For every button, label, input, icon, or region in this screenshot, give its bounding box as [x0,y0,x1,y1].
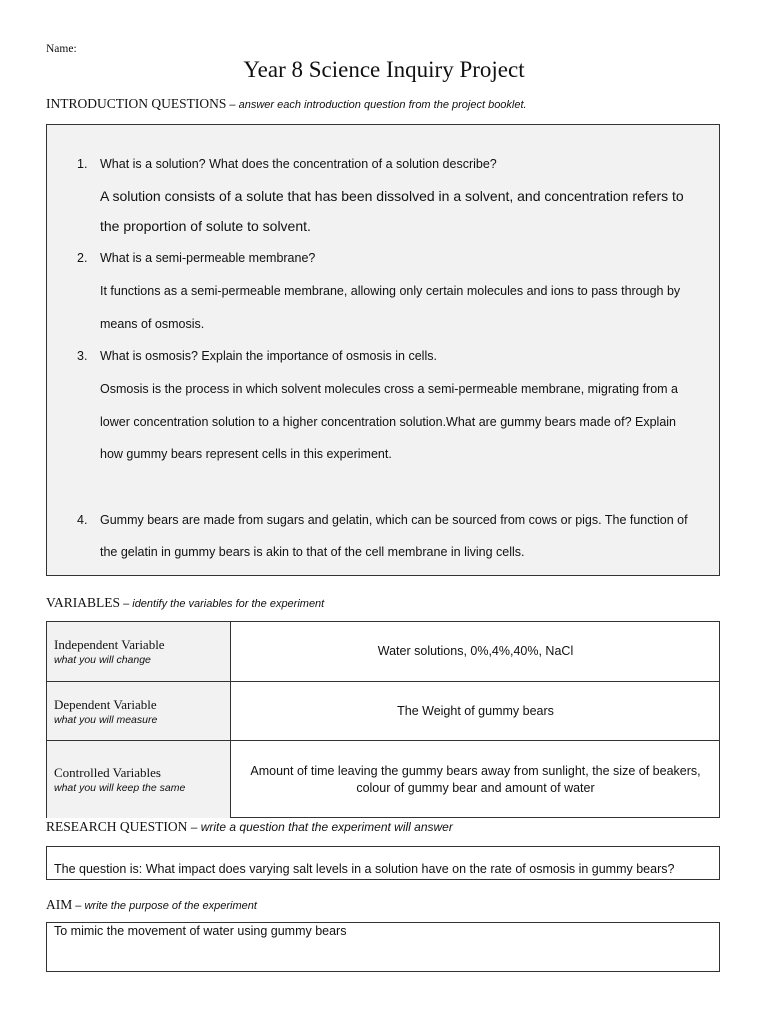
answer-3-line-1: Osmosis is the process in which solvent molecules cross a semi-permeable membrane, migrating from a [100,382,678,396]
variable-sublabel-text: what you will measure [54,713,158,726]
question-3-text: What is osmosis? Explain the importance of osmosis in cells. [100,349,437,363]
variable-sublabel-text: what you will keep the same [54,782,186,794]
question-3-number: 3. [77,349,88,363]
table-row [47,622,719,681]
variable-label-text: Dependent Variable [54,696,157,712]
question-4-number: 4. [77,513,88,527]
question-1-number: 1. [77,157,88,171]
answer-3-line-3: how gummy bears represent cells in this experiment. [100,447,392,461]
variable-sublabel-text: what you will change [54,654,151,666]
aim-heading [46,897,257,913]
dependent-variable-label [47,682,231,740]
independent-variable-label [47,622,231,681]
intro-heading [46,96,527,112]
table-row [47,681,719,740]
dependent-variable-value: The Weight of gummy bears [397,703,554,718]
intro-heading-text: INTRODUCTION QUESTIONS [46,96,227,111]
variable-label-text: Independent Variable [54,637,165,652]
independent-variable-value: Water solutions, 0%,4%,40%, NaCl [377,644,574,658]
aim-heading-text: AIM [46,897,73,912]
answer-4-line-1: Gummy bears are made from sugars and gelatin, which can be sourced from cows or pigs. The function of [100,513,688,527]
question-2-number: 2. [77,251,88,265]
controlled-variables-label [47,741,231,818]
research-heading-text: RESEARCH QUESTION [46,819,188,834]
variables-instruction: – identify the variables for the experiment [120,598,325,610]
answer-4-line-2: the gelatin in gummy bears is akin to that of the cell membrane in living cells. [100,545,525,559]
variables-table [46,621,720,818]
answer-1-line-1: A solution consists of a solute that has been dissolved in a solvent, and concentration refers to [100,188,684,204]
page-title: Year 8 Science Inquiry Project [243,57,525,82]
research-heading [46,819,453,835]
table-row [47,740,719,818]
aim-instruction: – write the purpose of the experiment [72,900,257,912]
research-answer-text: The question is: What impact does varying salt levels in a solution have on the rate of osmosis in gummy bears? [54,862,675,876]
variables-heading [46,595,324,611]
answer-1-line-2: the proportion of solute to solvent. [100,218,311,234]
variables-heading-text: VARIABLES [46,595,121,610]
name-label: Name: [46,43,77,55]
research-instruction: – write a question that the experiment will answer [187,820,453,834]
variable-label-text: Controlled Variables [54,765,161,780]
intro-instruction: – answer each introduction question from the project booklet. [226,99,527,111]
answer-2-line-1: It functions as a semi-permeable membrane, allowing only certain molecules and ions to pass through by [100,284,681,298]
controlled-variables-value: Amount of time leaving the gummy bears away from sunlight, the size of beakers, colour of gummy bear and amount of water [250,763,701,795]
aim-answer-text: To mimic the movement of water using gummy bears [54,924,347,938]
question-1-text: What is a solution? What does the concentration of a solution describe? [100,157,497,171]
question-2-text: What is a semi-permeable membrane? [100,251,316,265]
answer-3-line-2: lower concentration solution to a higher concentration solution.What are gummy bears made of? Explain [100,415,677,429]
answer-2-line-2: means of osmosis. [100,317,205,331]
